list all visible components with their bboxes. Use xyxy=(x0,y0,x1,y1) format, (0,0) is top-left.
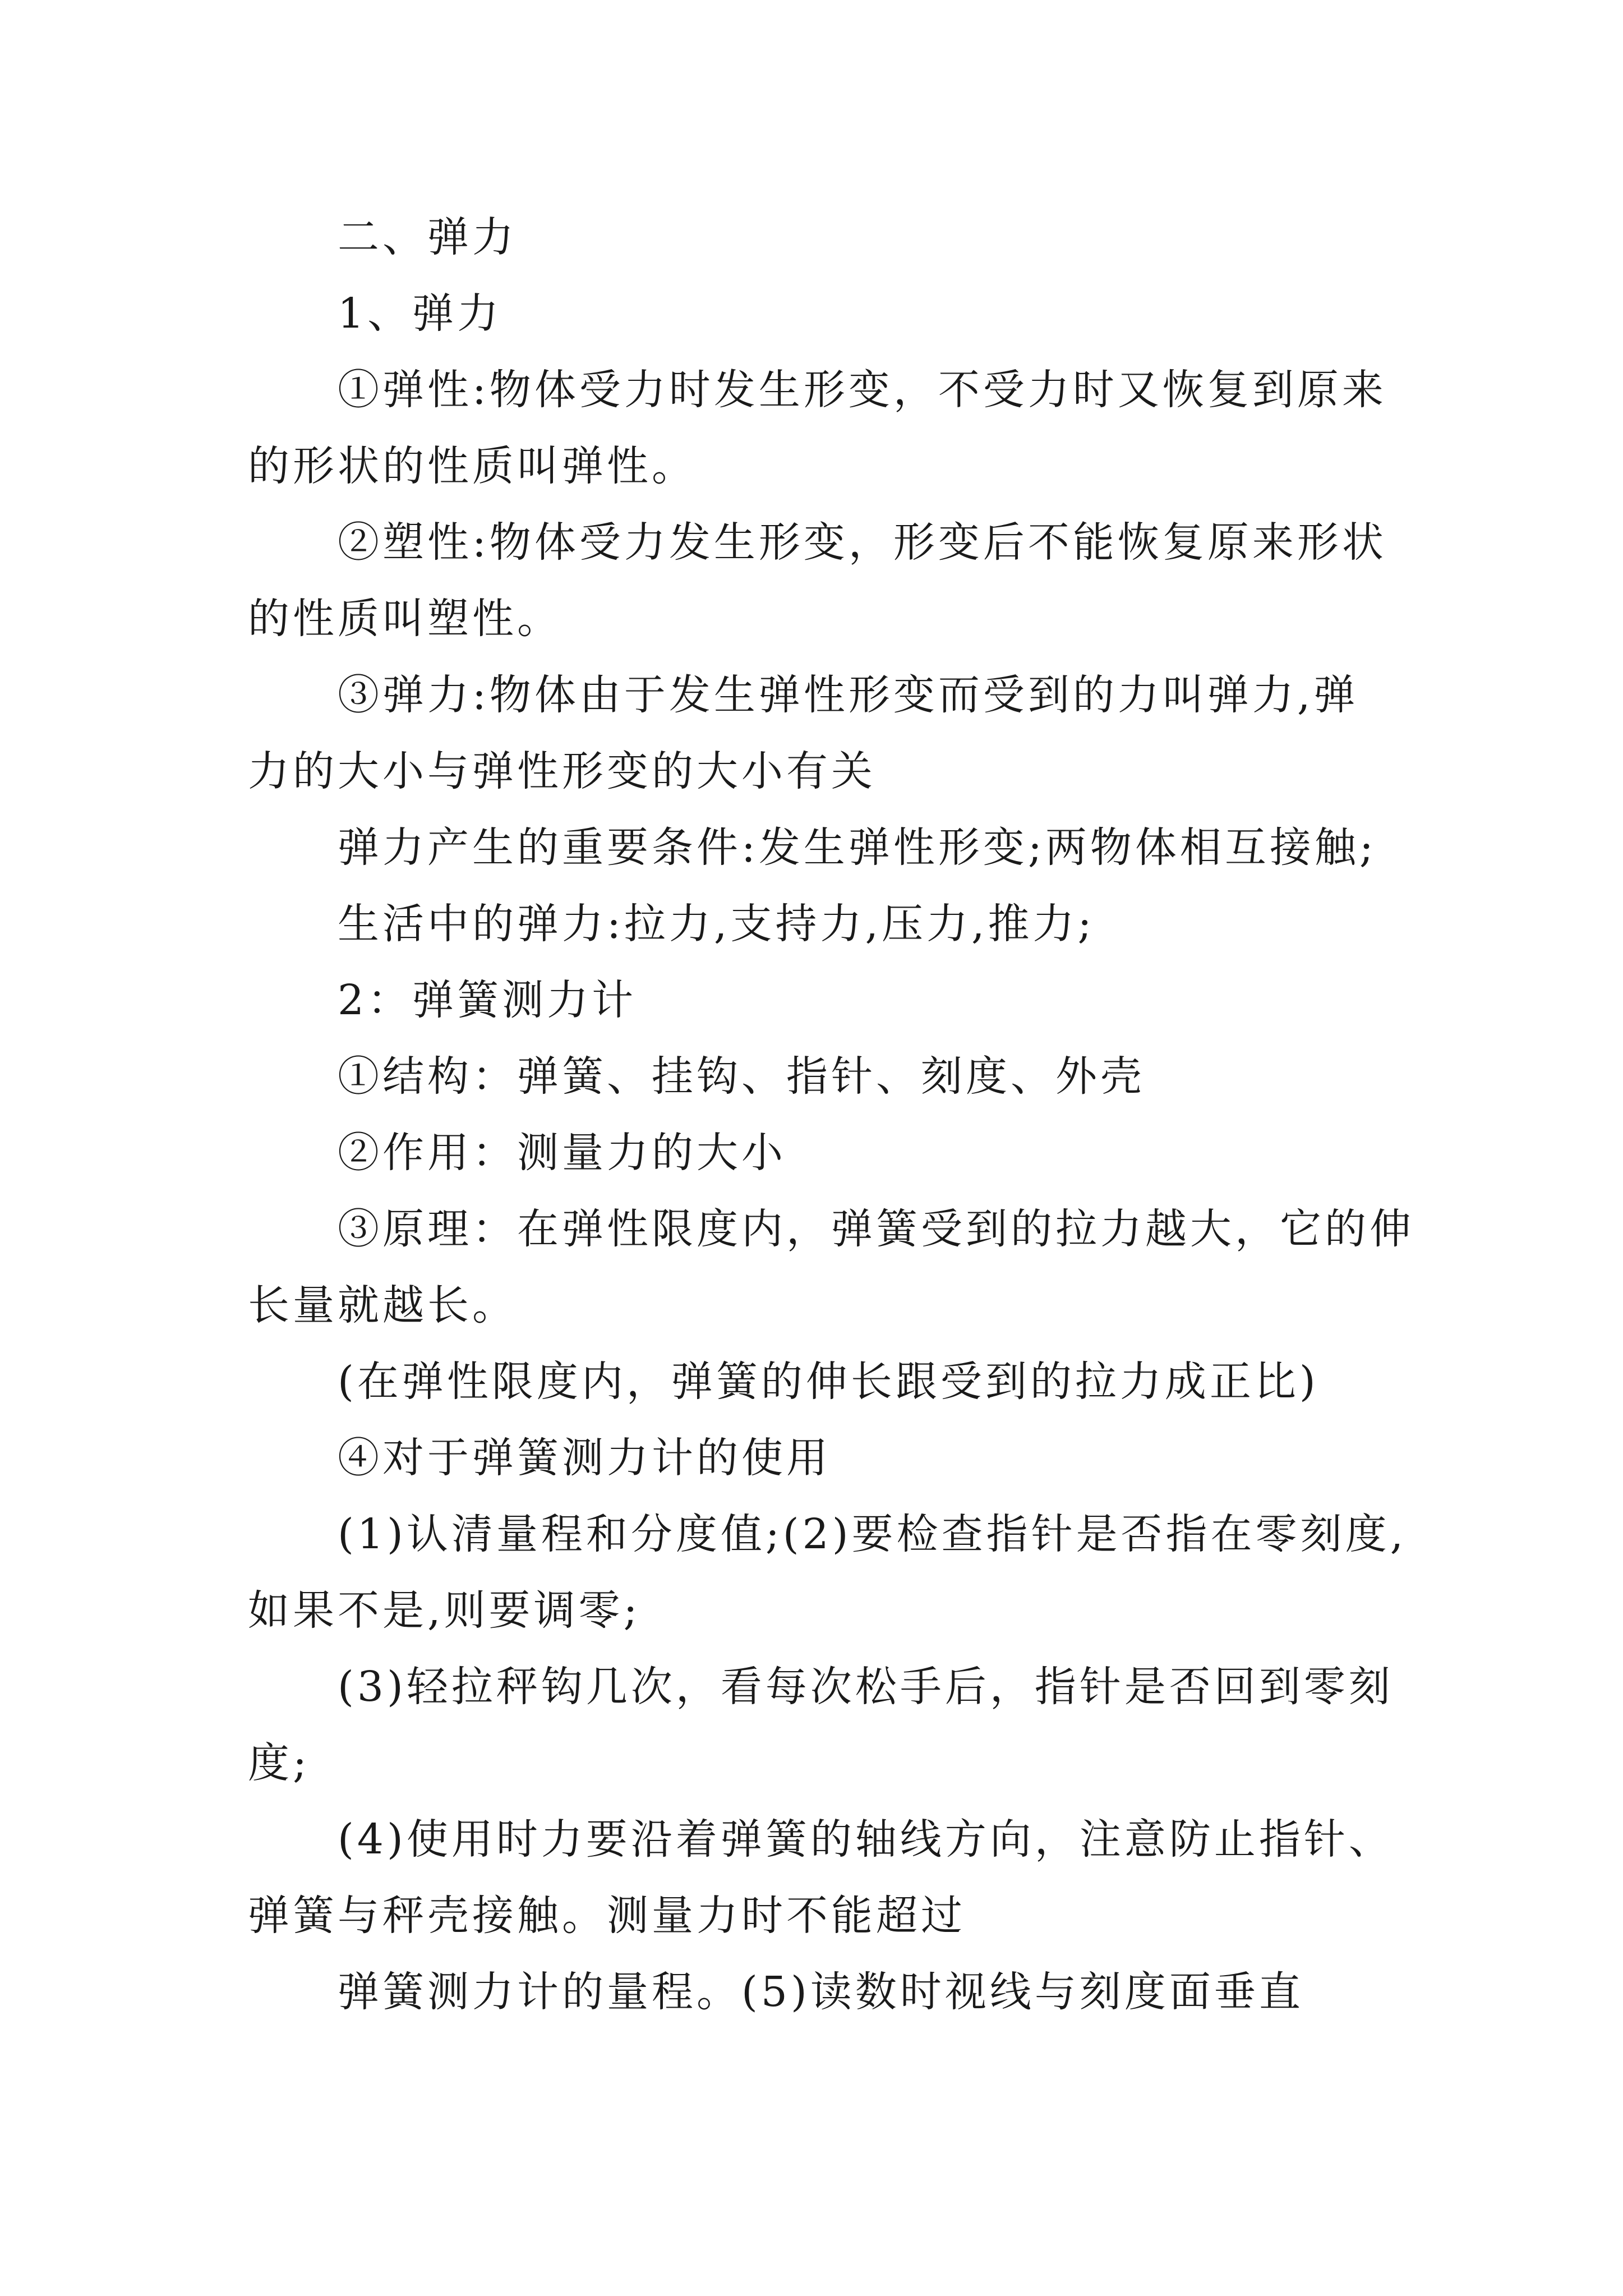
paragraph-line: (3)轻拉秤钩几次，看每次松手后，指针是否回到零刻 xyxy=(338,1663,1394,1711)
paragraph-line: 弹簧测力计的量程。(5)读数时视线与刻度面垂直 xyxy=(338,1968,1304,2016)
paragraph-line: 的性质叫塑性。 xyxy=(248,595,562,643)
subsection-heading: 2：弹簧测力计 xyxy=(338,976,637,1024)
paragraph-line: ③弹力:物体由于发生弹性形变而受到的力叫弹力,弹 xyxy=(338,671,1359,719)
paragraph-line: 生活中的弹力:拉力,支持力,压力,推力; xyxy=(338,900,1095,948)
paragraph-line: ③原理：在弹性限度内，弹簧受到的拉力越大，它的伸 xyxy=(338,1205,1414,1253)
paragraph-line: (在弹性限度内，弹簧的伸长跟受到的拉力成正比) xyxy=(338,1358,1319,1406)
subsection-heading: 1、弹力 xyxy=(338,289,502,338)
paragraph-line: 如果不是,则要调零; xyxy=(248,1586,641,1635)
paragraph-line: 的形状的性质叫弹性。 xyxy=(248,442,697,490)
paragraph-line: ②作用：测量力的大小 xyxy=(338,1129,786,1177)
paragraph-line: (4)使用时力要沿着弹簧的轴线方向，注意防止指针、 xyxy=(338,1815,1394,1864)
paragraph-line: 弹簧与秤壳接触。测量力时不能超过 xyxy=(248,1892,966,1940)
section-heading: 二、弹力 xyxy=(338,213,517,261)
paragraph-line: 弹力产生的重要条件:发生弹性形变;两物体相互接触; xyxy=(338,823,1377,872)
paragraph-line: ②塑性:物体受力发生形变，形变后不能恢复原来形状 xyxy=(338,518,1387,567)
paragraph-line: 力的大小与弹性形变的大小有关 xyxy=(248,747,876,795)
paragraph-line: ①弹性:物体受力时发生形变，不受力时又恢复到原来 xyxy=(338,366,1387,414)
paragraph-line: 度; xyxy=(248,1739,310,1787)
paragraph-line: ④对于弹簧测力计的使用 xyxy=(338,1434,831,1482)
paragraph-line: 长量就越长。 xyxy=(248,1281,517,1329)
document-body xyxy=(248,199,1414,2030)
paragraph-line: (1)认清量程和分度值;(2)要检查指针是否指在零刻度, xyxy=(338,1510,1407,1558)
paragraph-line: ①结构：弹簧、挂钩、指针、刻度、外壳 xyxy=(338,1052,1145,1101)
